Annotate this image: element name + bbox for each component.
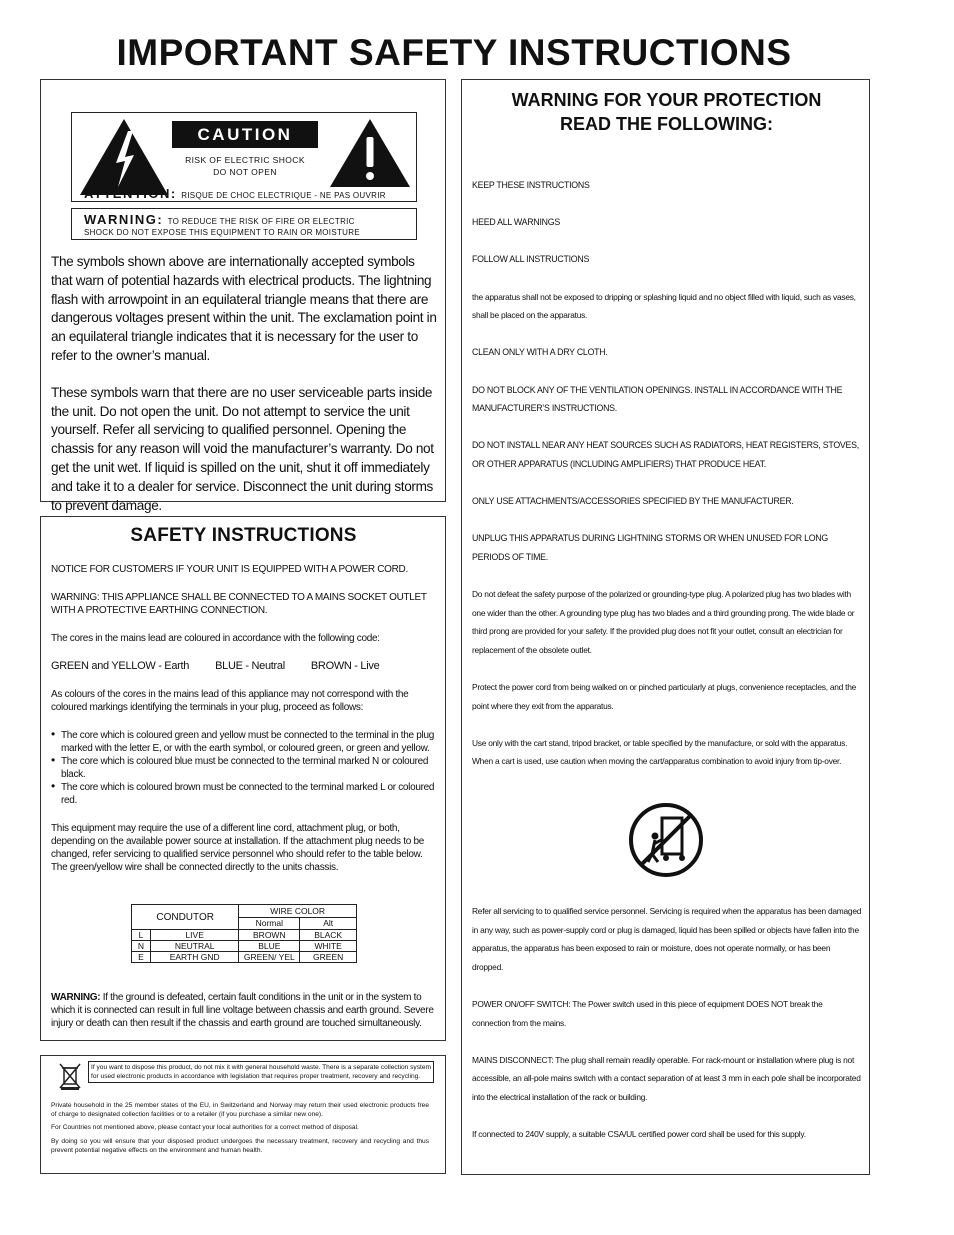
table-cell: GREEN xyxy=(300,952,357,963)
table-cell: L xyxy=(132,930,151,941)
protection-heading-1: WARNING FOR YOUR PROTECTION xyxy=(511,90,822,110)
symbols-paragraph-1: The symbols shown above are internationally accepted symbols that warn of potential hazards with electrical products. The lightning flash with arrowpoint in an equilateral triangle means that there are dangerous voltages present within the unit. The exclamation point in an equilateral triangle indicates that it is necessary for the user to refer to the owner’s manual. xyxy=(51,254,437,363)
colour-code xyxy=(51,660,437,673)
symbols-paragraph-2: These symbols warn that there are no user serviceable parts inside the unit. Do not open the unit. Do not attempt to service the unit yourself. Refer all servicing to qualified personnel. Opening the chassis for any reason will void the manufacturer’s warranty. Do not get the unit wet. If liquid is spilled on the unit, shut it off immediately and take it to a dealer for service. Disconnect the unit during storms to prevent damage. xyxy=(51,384,434,513)
risk-text-1: RISK OF ELECTRIC SHOCK xyxy=(185,155,305,165)
earthing-warning: WARNING: THIS APPLIANCE SHALL BE CONNECTED TO A MAINS SOCKET OUTLET WITH A PROTECTIVE EARTHING CONNECTION. xyxy=(51,592,427,616)
cart-tipover-icon xyxy=(628,802,704,878)
table-cell: BLACK xyxy=(300,930,357,941)
colours-note: As colours of the cores in the mains lead of this appliance may not correspond with the coloured markings identifying the terminals in your plug, proceed as follows: xyxy=(51,689,409,713)
disposal-paragraph-3: By doing so you will ensure that your disposed product undergoes the necessary treatment, recovery and recycling and thus prevent potential negative effects on the environment and human health. xyxy=(51,1137,429,1154)
disposal-boxed-text: If you want to dispose this product, do not mix it with general household waste. There is a separate collection system for used electronic products in accordance with legislation that requires proper treatment, recovery and recycling. xyxy=(88,1061,434,1083)
table-row xyxy=(132,952,357,963)
symbols-panel xyxy=(40,79,446,513)
symbols-explanation xyxy=(51,253,437,533)
table-cell: N xyxy=(132,941,151,952)
protection-item: MAINS DISCONNECT: The plug shall remain readily operable. For rack-mount or installation where plug is not accessible, an all-pole mains switch with a contact separation of at least 3 mm in each pole shall be incorporated into the electrical installation of the rack or building. xyxy=(472,1054,861,1102)
wire-color-header: WIRE COLOR xyxy=(239,905,357,918)
wire-color-table xyxy=(131,904,357,963)
warning-text-2: SHOCK DO NOT EXPOSE THIS EQUIPMENT TO RAIN OR MOISTURE xyxy=(84,228,360,237)
weee-bin-icon xyxy=(55,1061,85,1091)
table-cell: WHITE xyxy=(300,941,357,952)
protection-item: POWER ON/OFF SWITCH: The Power switch used in this piece of equipment DOES NOT break the connection from the mains. xyxy=(472,998,823,1028)
table-cell: BLUE xyxy=(239,941,300,952)
bullet-blue: • The core which is coloured blue must be connected to the terminal marked N or coloured black. xyxy=(51,755,437,781)
table-cell: BROWN xyxy=(239,930,300,941)
disposal-paragraph-1: Private household in the 25 member states of the EU, in Switzerland and Norway may return their used electronic products free of charge to designated collection facilities or to a retailer (if you purchase a similar new one). xyxy=(51,1102,429,1119)
protection-item: UNPLUG THIS APPARATUS DURING LIGHTNING STORMS OR WHEN UNUSED FOR LONG PERIODS OF TIME. xyxy=(472,533,829,562)
protection-list-2 xyxy=(472,902,862,1144)
protection-item: CLEAN ONLY WITH A DRY CLOTH. xyxy=(472,347,608,358)
table-row xyxy=(132,930,357,941)
protection-item: KEEP THESE INSTRUCTIONS xyxy=(472,180,590,190)
normal-header: Normal xyxy=(239,917,300,930)
protection-item: HEED ALL WARNINGS xyxy=(472,217,560,228)
protection-heading xyxy=(462,88,871,136)
protection-item: DO NOT INSTALL NEAR ANY HEAT SOURCES SUCH AS RADIATORS, HEAT REGISTERS, STOVES, OR OTHER APPARATUS (INCLUDING AMPLIFIERS) THAT PRODUCE HEAT. xyxy=(472,440,859,469)
bullet-brown: • The core which is coloured brown must be connected to the terminal marked L or coloured red. xyxy=(51,781,437,807)
protection-item: Refer all servicing to to qualified service personnel. Servicing is required when the apparatus has been damaged in any way, such as power-supply cord or plug is damaged, liquid has been spilled or objects have fallen into the apparatus, the apparatus has been exposed to rain or moisture, does not operate normally, or has been dropped. xyxy=(472,906,862,972)
disposal-paragraph-2: For Countries not mentioned above, please contact your local authorities for a correct method of disposal. xyxy=(51,1124,359,1132)
disposal-body xyxy=(51,1101,429,1155)
protection-heading-2: READ THE FOLLOWING: xyxy=(560,114,773,134)
protection-panel xyxy=(461,79,870,1175)
safety-panel xyxy=(40,516,446,1041)
warning-text-1: TO REDUCE THE RISK OF FIRE OR ELECTRIC xyxy=(167,217,355,226)
ground-warning-text: If the ground is defeated, certain fault conditions in the unit or in the system to which it is connected can result in full line voltage between chassis and earth ground. Severe injury or death can then result if the chassis and earth ground are touched simultaneously. xyxy=(51,992,434,1029)
code-green: GREEN and YELLOW - Earth xyxy=(51,660,190,672)
attention-word: ATTENTION: xyxy=(84,186,177,201)
protection-item: DO NOT BLOCK ANY OF THE VENTILATION OPENINGS. INSTALL IN ACCORDANCE WITH THE MANUFACTURER’S INSTRUCTIONS. xyxy=(472,384,843,414)
risk-text-2: DO NOT OPEN xyxy=(213,167,277,177)
power-cord-notice: NOTICE FOR CUSTOMERS IF YOUR UNIT IS EQUIPPED WITH A POWER CORD. xyxy=(51,564,408,575)
attention-line xyxy=(84,185,386,203)
protection-item: ONLY USE ATTACHMENTS/ACCESSORIES SPECIFIED BY THE MANUFACTURER. xyxy=(472,496,794,507)
protection-item: FOLLOW ALL INSTRUCTIONS xyxy=(472,254,590,265)
table-cell: E xyxy=(132,952,151,963)
bullet-green-yellow: • The core which is coloured green and yellow must be connected to the terminal in the plug marked with the letter E, or with the earth symbol, or coloured green, or green and yellow. xyxy=(51,729,437,755)
table-cell: GREEN/ YEL xyxy=(239,952,300,963)
equipment-note: This equipment may require the use of a different line cord, attachment plug, or both, depending on the available power source at installation. If the attachment plug needs to be changed, refer servicing to qualified service personnel who should refer to the table below. The green/yellow wire shall be connected directly to the units chassis. xyxy=(51,823,424,873)
safety-body xyxy=(51,563,437,874)
protection-item: Use only with the cart stand, tripod bracket, or table specified by the manufacture, or sold with the apparatus. When a cart is used, use caution when moving the cart/apparatus combination to avoid injury from tip-over. xyxy=(472,737,848,767)
caution-banner: CAUTION xyxy=(172,121,318,148)
exclamation-warning-icon xyxy=(328,117,412,189)
conductor-header: CONDUTOR xyxy=(132,905,239,930)
protection-item: the apparatus shall not be exposed to dripping or splashing liquid and no object filled with liquid, such as vases, shall be placed on the apparatus. xyxy=(472,291,856,321)
table-cell: NEUTRAL xyxy=(151,941,239,952)
protection-list xyxy=(472,176,862,771)
protection-item: Do not defeat the safety purpose of the polarized or grounding-type plug. A polarized plug has two blades with one wider than the other. A grounding type plug has two blades and a third grounding prong. The wide blade or third prong are provided for your safety. If the provided plug does not fit your outlet, consult an electrician for replacement of the obsolete outlet. xyxy=(472,589,855,655)
warning-word: WARNING: xyxy=(84,212,164,227)
disposal-panel xyxy=(40,1055,446,1174)
code-brown: BROWN - Live xyxy=(310,660,380,672)
moisture-warning-label xyxy=(71,208,417,240)
table-cell: LIVE xyxy=(151,930,239,941)
alt-header: Alt xyxy=(300,917,357,930)
page-title: IMPORTANT SAFETY INSTRUCTIONS xyxy=(116,32,792,73)
attention-text: RISQUE DE CHOC ELECTRIQUE - NE PAS OUVRIR xyxy=(181,191,386,200)
caution-label xyxy=(71,112,417,202)
table-cell: EARTH GND xyxy=(151,952,239,963)
protection-item: If connected to 240V supply, a suitable CSA/UL certified power cord shall be used for this supply. xyxy=(472,1129,806,1140)
ground-warning xyxy=(51,991,437,1030)
table-row xyxy=(132,941,357,952)
code-blue: BLUE - Neutral xyxy=(215,660,285,672)
ground-warning-bold: WARNING: xyxy=(51,992,101,1003)
cores-intro: The cores in the mains lead are coloured in accordance with the following code: xyxy=(51,633,380,644)
protection-item: Protect the power cord from being walked on or pinched particularly at plugs, convenience receptacles, and the point where they exit from the apparatus. xyxy=(472,682,857,711)
safety-heading: SAFETY INSTRUCTIONS xyxy=(130,525,357,546)
